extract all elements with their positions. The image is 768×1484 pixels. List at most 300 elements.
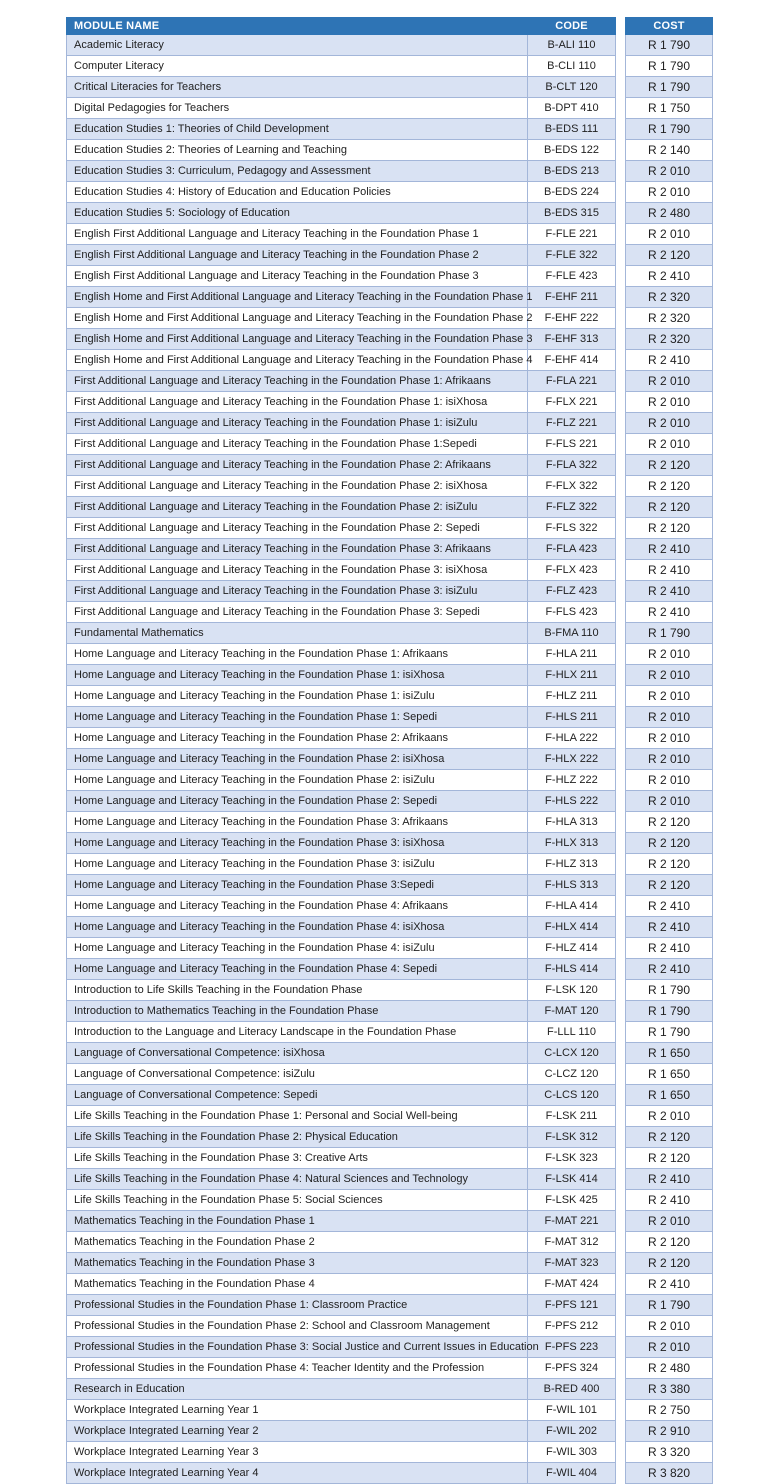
cost-cell: R 1 650 (626, 1085, 713, 1106)
module-name-cell: Education Studies 3: Curriculum, Pedagogy and Assessment (67, 161, 528, 182)
module-table-header (67, 18, 616, 35)
cost-cell: R 1 650 (626, 1064, 713, 1085)
table-row (67, 581, 616, 602)
code-cell: F-FLZ 221 (528, 413, 616, 434)
cost-cell: R 2 480 (626, 1358, 713, 1379)
table-row (67, 203, 616, 224)
cost-row (626, 812, 713, 833)
cost-row (626, 56, 713, 77)
cost-row (626, 476, 713, 497)
cost-cell: R 1 790 (626, 56, 713, 77)
cost-cell: R 2 010 (626, 371, 713, 392)
module-name-cell: First Additional Language and Literacy Teaching in the Foundation Phase 2: Afrikaans (67, 455, 528, 476)
table-row (67, 980, 616, 1001)
module-name-cell: Home Language and Literacy Teaching in the Foundation Phase 2: Sepedi (67, 791, 528, 812)
code-cell: F-HLZ 313 (528, 854, 616, 875)
cost-table-body (626, 35, 713, 1484)
code-cell: F-EHF 313 (528, 329, 616, 350)
cost-row (626, 665, 713, 686)
cost-row (626, 371, 713, 392)
cost-row (626, 686, 713, 707)
code-cell: F-WIL 202 (528, 1421, 616, 1442)
module-name-cell: Life Skills Teaching in the Foundation Phase 3: Creative Arts (67, 1148, 528, 1169)
module-fee-table-group (66, 17, 713, 1484)
cost-row (626, 791, 713, 812)
cost-cell: R 2 410 (626, 560, 713, 581)
table-row (67, 1022, 616, 1043)
table-row (67, 665, 616, 686)
code-cell: F-FLE 221 (528, 224, 616, 245)
code-cell: F-EHF 414 (528, 350, 616, 371)
cost-cell: R 2 010 (626, 665, 713, 686)
table-row (67, 623, 616, 644)
cost-header-row (626, 18, 713, 35)
code-cell: F-EHF 211 (528, 287, 616, 308)
cost-cell: R 2 410 (626, 266, 713, 287)
module-name-cell: Introduction to Mathematics Teaching in the Foundation Phase (67, 1001, 528, 1022)
module-table (66, 17, 616, 1484)
code-cell: F-PFS 223 (528, 1337, 616, 1358)
cost-row (626, 1400, 713, 1421)
code-cell: F-HLS 414 (528, 959, 616, 980)
table-row (67, 1358, 616, 1379)
cost-row (626, 1274, 713, 1295)
cost-row (626, 308, 713, 329)
cost-row (626, 980, 713, 1001)
module-name-cell: First Additional Language and Literacy Teaching in the Foundation Phase 2: isiXhosa (67, 476, 528, 497)
code-cell: B-RED 400 (528, 1379, 616, 1400)
table-row (67, 371, 616, 392)
cost-row (626, 833, 713, 854)
code-cell: B-FMA 110 (528, 623, 616, 644)
cost-row (626, 938, 713, 959)
cost-row (626, 875, 713, 896)
table-row (67, 1337, 616, 1358)
code-cell: F-HLZ 211 (528, 686, 616, 707)
cost-row (626, 455, 713, 476)
cost-cell: R 2 120 (626, 1253, 713, 1274)
cost-cell: R 2 010 (626, 392, 713, 413)
table-row (67, 1127, 616, 1148)
code-cell: F-MAT 424 (528, 1274, 616, 1295)
module-name-cell: English First Additional Language and Literacy Teaching in the Foundation Phase 1 (67, 224, 528, 245)
table-row (67, 917, 616, 938)
code-cell: F-MAT 312 (528, 1232, 616, 1253)
cost-cell: R 2 010 (626, 224, 713, 245)
module-table-body (67, 35, 616, 1484)
module-name-cell: English Home and First Additional Language and Literacy Teaching in the Foundation Phase 1 (67, 287, 528, 308)
module-name-cell: Home Language and Literacy Teaching in the Foundation Phase 3: Afrikaans (67, 812, 528, 833)
code-cell: F-FLS 221 (528, 434, 616, 455)
module-name-cell: Life Skills Teaching in the Foundation Phase 5: Social Sciences (67, 1190, 528, 1211)
table-row (67, 413, 616, 434)
module-name-cell: Home Language and Literacy Teaching in the Foundation Phase 4: isiZulu (67, 938, 528, 959)
cost-row (626, 1169, 713, 1190)
table-row (67, 854, 616, 875)
cost-row (626, 1463, 713, 1484)
table-row (67, 1001, 616, 1022)
module-name-cell: Research in Education (67, 1379, 528, 1400)
cost-row (626, 329, 713, 350)
module-name-cell: English First Additional Language and Literacy Teaching in the Foundation Phase 2 (67, 245, 528, 266)
code-cell: F-WIL 303 (528, 1442, 616, 1463)
cost-cell: R 2 120 (626, 854, 713, 875)
cost-cell: R 2 120 (626, 518, 713, 539)
module-name-cell: Mathematics Teaching in the Foundation Phase 3 (67, 1253, 528, 1274)
module-name-cell: Workplace Integrated Learning Year 1 (67, 1400, 528, 1421)
table-row (67, 728, 616, 749)
code-cell: F-LSK 425 (528, 1190, 616, 1211)
cost-cell: R 2 010 (626, 1106, 713, 1127)
cost-cell: R 2 910 (626, 1421, 713, 1442)
table-row (67, 539, 616, 560)
header-row (67, 18, 616, 35)
cost-cell: R 3 380 (626, 1379, 713, 1400)
cost-cell: R 1 790 (626, 1001, 713, 1022)
code-cell: F-PFS 121 (528, 1295, 616, 1316)
table-row (67, 749, 616, 770)
module-name-cell: Education Studies 2: Theories of Learning and Teaching (67, 140, 528, 161)
cost-row (626, 1295, 713, 1316)
module-name-cell: Mathematics Teaching in the Foundation Phase 2 (67, 1232, 528, 1253)
table-row (67, 560, 616, 581)
cost-row (626, 518, 713, 539)
cost-row (626, 413, 713, 434)
table-row (67, 35, 616, 56)
module-name-cell: Home Language and Literacy Teaching in the Foundation Phase 1: Afrikaans (67, 644, 528, 665)
module-name-cell: Workplace Integrated Learning Year 4 (67, 1463, 528, 1484)
table-row (67, 1106, 616, 1127)
table-row (67, 497, 616, 518)
cost-cell: R 1 790 (626, 623, 713, 644)
code-cell: F-FLA 322 (528, 455, 616, 476)
table-row (67, 245, 616, 266)
table-row (67, 518, 616, 539)
module-name-cell: First Additional Language and Literacy Teaching in the Foundation Phase 1:Sepedi (67, 434, 528, 455)
cost-row (626, 1064, 713, 1085)
code-cell: F-HLZ 222 (528, 770, 616, 791)
table-row (67, 812, 616, 833)
table-row (67, 1442, 616, 1463)
cost-row (626, 1337, 713, 1358)
cost-row (626, 1316, 713, 1337)
table-row (67, 1421, 616, 1442)
cost-cell: R 1 650 (626, 1043, 713, 1064)
module-name-cell: Digital Pedagogies for Teachers (67, 98, 528, 119)
code-cell: F-HLA 222 (528, 728, 616, 749)
code-cell: F-LSK 323 (528, 1148, 616, 1169)
module-name-cell: Critical Literacies for Teachers (67, 77, 528, 98)
cost-row (626, 1211, 713, 1232)
module-name-cell: English First Additional Language and Literacy Teaching in the Foundation Phase 3 (67, 266, 528, 287)
code-cell: F-LSK 211 (528, 1106, 616, 1127)
table-row (67, 602, 616, 623)
cost-cell: R 1 790 (626, 35, 713, 56)
module-name-cell: Home Language and Literacy Teaching in the Foundation Phase 3: isiZulu (67, 854, 528, 875)
table-row (67, 161, 616, 182)
code-cell: F-FLX 423 (528, 560, 616, 581)
table-row (67, 224, 616, 245)
cost-row (626, 770, 713, 791)
cost-row (626, 287, 713, 308)
table-row (67, 98, 616, 119)
cost-cell: R 2 120 (626, 455, 713, 476)
code-cell: F-MAT 221 (528, 1211, 616, 1232)
module-name-cell: Home Language and Literacy Teaching in the Foundation Phase 2: isiXhosa (67, 749, 528, 770)
code-cell: F-HLX 313 (528, 833, 616, 854)
cost-header: COST (626, 18, 713, 35)
cost-cell: R 2 320 (626, 287, 713, 308)
cost-cell: R 1 790 (626, 980, 713, 1001)
table-row (67, 308, 616, 329)
code-cell: F-HLA 414 (528, 896, 616, 917)
cost-cell: R 2 010 (626, 182, 713, 203)
table-row (67, 1190, 616, 1211)
code-cell: F-FLX 322 (528, 476, 616, 497)
code-cell: F-LLL 110 (528, 1022, 616, 1043)
code-cell: F-PFS 212 (528, 1316, 616, 1337)
module-name-cell: Fundamental Mathematics (67, 623, 528, 644)
cost-cell: R 2 120 (626, 1148, 713, 1169)
table-row (67, 1043, 616, 1064)
cost-cell: R 2 410 (626, 938, 713, 959)
code-cell: F-FLA 423 (528, 539, 616, 560)
module-name-cell: Life Skills Teaching in the Foundation Phase 4: Natural Sciences and Technology (67, 1169, 528, 1190)
code-cell: C-LCX 120 (528, 1043, 616, 1064)
cost-cell: R 2 120 (626, 497, 713, 518)
code-cell: F-HLX 211 (528, 665, 616, 686)
cost-row (626, 602, 713, 623)
cost-row (626, 896, 713, 917)
module-name-cell: Language of Conversational Competence: isiXhosa (67, 1043, 528, 1064)
cost-row (626, 140, 713, 161)
code-cell: F-HLS 211 (528, 707, 616, 728)
module-name-cell: Home Language and Literacy Teaching in the Foundation Phase 2: Afrikaans (67, 728, 528, 749)
table-row (67, 1211, 616, 1232)
code-cell: F-WIL 404 (528, 1463, 616, 1484)
cost-row (626, 77, 713, 98)
table-row (67, 896, 616, 917)
cost-cell: R 2 120 (626, 245, 713, 266)
cost-cell: R 2 410 (626, 602, 713, 623)
code-cell: F-PFS 324 (528, 1358, 616, 1379)
code-cell: B-EDS 224 (528, 182, 616, 203)
code-cell: F-WIL 101 (528, 1400, 616, 1421)
code-cell: C-LCZ 120 (528, 1064, 616, 1085)
cost-cell: R 2 010 (626, 1316, 713, 1337)
module-name-cell: Academic Literacy (67, 35, 528, 56)
cost-table-header (626, 18, 713, 35)
code-cell: F-HLX 414 (528, 917, 616, 938)
module-name-cell: Education Studies 4: History of Education and Education Policies (67, 182, 528, 203)
cost-cell: R 2 010 (626, 770, 713, 791)
code-cell: B-EDS 122 (528, 140, 616, 161)
module-name-cell: Professional Studies in the Foundation Phase 1: Classroom Practice (67, 1295, 528, 1316)
module-name-cell: Professional Studies in the Foundation Phase 2: School and Classroom Management (67, 1316, 528, 1337)
module-name-cell: Life Skills Teaching in the Foundation Phase 1: Personal and Social Well-being (67, 1106, 528, 1127)
module-name-cell: Language of Conversational Competence: Sepedi (67, 1085, 528, 1106)
table-row (67, 476, 616, 497)
cost-cell: R 2 120 (626, 833, 713, 854)
cost-row (626, 161, 713, 182)
table-row (67, 182, 616, 203)
table-row (67, 455, 616, 476)
table-row (67, 434, 616, 455)
module-name-cell: English Home and First Additional Language and Literacy Teaching in the Foundation Phase 4 (67, 350, 528, 371)
table-row (67, 1379, 616, 1400)
module-name-cell: Computer Literacy (67, 56, 528, 77)
module-name-cell: First Additional Language and Literacy Teaching in the Foundation Phase 2: Sepedi (67, 518, 528, 539)
cost-row (626, 1148, 713, 1169)
code-cell: F-LSK 312 (528, 1127, 616, 1148)
cost-cell: R 2 410 (626, 539, 713, 560)
module-name-cell: Education Studies 1: Theories of Child Development (67, 119, 528, 140)
cost-row (626, 560, 713, 581)
code-cell: B-EDS 315 (528, 203, 616, 224)
cost-cell: R 2 010 (626, 1211, 713, 1232)
module-name-cell: Home Language and Literacy Teaching in the Foundation Phase 1: isiZulu (67, 686, 528, 707)
table-row (67, 56, 616, 77)
module-name-cell: Workplace Integrated Learning Year 3 (67, 1442, 528, 1463)
module-name-cell: Home Language and Literacy Teaching in the Foundation Phase 4: Afrikaans (67, 896, 528, 917)
code-header: CODE (528, 18, 616, 35)
cost-cell: R 2 320 (626, 308, 713, 329)
code-cell: F-HLS 313 (528, 875, 616, 896)
cost-cell: R 2 480 (626, 203, 713, 224)
table-row (67, 1400, 616, 1421)
cost-cell: R 2 140 (626, 140, 713, 161)
table-row (67, 875, 616, 896)
table-row (67, 119, 616, 140)
code-cell: F-LSK 120 (528, 980, 616, 1001)
table-row (67, 707, 616, 728)
module-name-cell: Introduction to Life Skills Teaching in the Foundation Phase (67, 980, 528, 1001)
cost-row (626, 497, 713, 518)
code-cell: B-CLT 120 (528, 77, 616, 98)
table-row (67, 350, 616, 371)
module-name-cell: English Home and First Additional Language and Literacy Teaching in the Foundation Phase 2 (67, 308, 528, 329)
code-cell: F-FLA 221 (528, 371, 616, 392)
code-cell: F-FLZ 423 (528, 581, 616, 602)
code-cell: B-DPT 410 (528, 98, 616, 119)
cost-cell: R 2 410 (626, 1169, 713, 1190)
cost-cell: R 2 120 (626, 812, 713, 833)
module-name-cell: First Additional Language and Literacy Teaching in the Foundation Phase 3: Afrikaans (67, 539, 528, 560)
code-cell: B-ALI 110 (528, 35, 616, 56)
code-cell: F-HLZ 414 (528, 938, 616, 959)
module-name-cell: First Additional Language and Literacy Teaching in the Foundation Phase 3: Sepedi (67, 602, 528, 623)
cost-cell: R 2 010 (626, 707, 713, 728)
code-cell: F-HLS 222 (528, 791, 616, 812)
module-name-cell: Home Language and Literacy Teaching in the Foundation Phase 3: isiXhosa (67, 833, 528, 854)
table-row (67, 1085, 616, 1106)
cost-row (626, 1379, 713, 1400)
code-cell: F-FLE 322 (528, 245, 616, 266)
code-cell: C-LCS 120 (528, 1085, 616, 1106)
module-name-cell: Home Language and Literacy Teaching in the Foundation Phase 4: isiXhosa (67, 917, 528, 938)
cost-table (625, 17, 713, 1484)
table-row (67, 392, 616, 413)
code-cell: F-MAT 323 (528, 1253, 616, 1274)
module-name-cell: First Additional Language and Literacy Teaching in the Foundation Phase 1: isiZulu (67, 413, 528, 434)
module-name-cell: English Home and First Additional Language and Literacy Teaching in the Foundation Phase 3 (67, 329, 528, 350)
cost-cell: R 2 010 (626, 413, 713, 434)
cost-cell: R 2 410 (626, 1190, 713, 1211)
cost-row (626, 644, 713, 665)
cost-cell: R 2 320 (626, 329, 713, 350)
code-cell: F-EHF 222 (528, 308, 616, 329)
cost-row (626, 1190, 713, 1211)
cost-row (626, 203, 713, 224)
cost-row (626, 581, 713, 602)
cost-cell: R 1 750 (626, 98, 713, 119)
cost-cell: R 1 790 (626, 1022, 713, 1043)
cost-row (626, 539, 713, 560)
module-name-cell: First Additional Language and Literacy Teaching in the Foundation Phase 3: isiXhosa (67, 560, 528, 581)
cost-cell: R 2 410 (626, 1274, 713, 1295)
module-name-cell: Home Language and Literacy Teaching in the Foundation Phase 2: isiZulu (67, 770, 528, 791)
module-name-cell: Professional Studies in the Foundation Phase 4: Teacher Identity and the Profession (67, 1358, 528, 1379)
cost-row (626, 35, 713, 56)
code-cell: F-MAT 120 (528, 1001, 616, 1022)
table-row (67, 1232, 616, 1253)
table-row (67, 1148, 616, 1169)
cost-row (626, 434, 713, 455)
code-cell: F-FLZ 322 (528, 497, 616, 518)
module-name-cell: First Additional Language and Literacy Teaching in the Foundation Phase 1: isiXhosa (67, 392, 528, 413)
table-row (67, 1169, 616, 1190)
code-cell: F-FLE 423 (528, 266, 616, 287)
cost-row (626, 224, 713, 245)
table-row (67, 959, 616, 980)
cost-row (626, 623, 713, 644)
code-cell: F-FLS 423 (528, 602, 616, 623)
table-row (67, 287, 616, 308)
module-name-cell: Mathematics Teaching in the Foundation Phase 1 (67, 1211, 528, 1232)
module-name-header: MODULE NAME (67, 18, 528, 35)
table-row (67, 1295, 616, 1316)
cost-row (626, 1001, 713, 1022)
cost-row (626, 728, 713, 749)
cost-row (626, 959, 713, 980)
table-row (67, 77, 616, 98)
cost-row (626, 245, 713, 266)
cost-cell: R 2 010 (626, 1337, 713, 1358)
code-cell: B-CLI 110 (528, 56, 616, 77)
cost-cell: R 2 750 (626, 1400, 713, 1421)
table-row (67, 938, 616, 959)
cost-row (626, 1043, 713, 1064)
module-name-cell: First Additional Language and Literacy Teaching in the Foundation Phase 1: Afrikaans (67, 371, 528, 392)
cost-cell: R 2 010 (626, 749, 713, 770)
module-name-cell: Language of Conversational Competence: isiZulu (67, 1064, 528, 1085)
cost-row (626, 1127, 713, 1148)
cost-cell: R 2 410 (626, 917, 713, 938)
module-name-cell: Home Language and Literacy Teaching in the Foundation Phase 1: isiXhosa (67, 665, 528, 686)
table-row (67, 686, 616, 707)
table-row (67, 329, 616, 350)
module-name-cell: Home Language and Literacy Teaching in the Foundation Phase 1: Sepedi (67, 707, 528, 728)
code-cell: F-FLX 221 (528, 392, 616, 413)
module-name-cell: First Additional Language and Literacy Teaching in the Foundation Phase 3: isiZulu (67, 581, 528, 602)
module-name-cell: Mathematics Teaching in the Foundation Phase 4 (67, 1274, 528, 1295)
code-cell: F-HLX 222 (528, 749, 616, 770)
table-row (67, 1274, 616, 1295)
module-name-cell: Professional Studies in the Foundation Phase 3: Social Justice and Current Issues in Education (67, 1337, 528, 1358)
cost-row (626, 350, 713, 371)
cost-row (626, 119, 713, 140)
cost-row (626, 266, 713, 287)
